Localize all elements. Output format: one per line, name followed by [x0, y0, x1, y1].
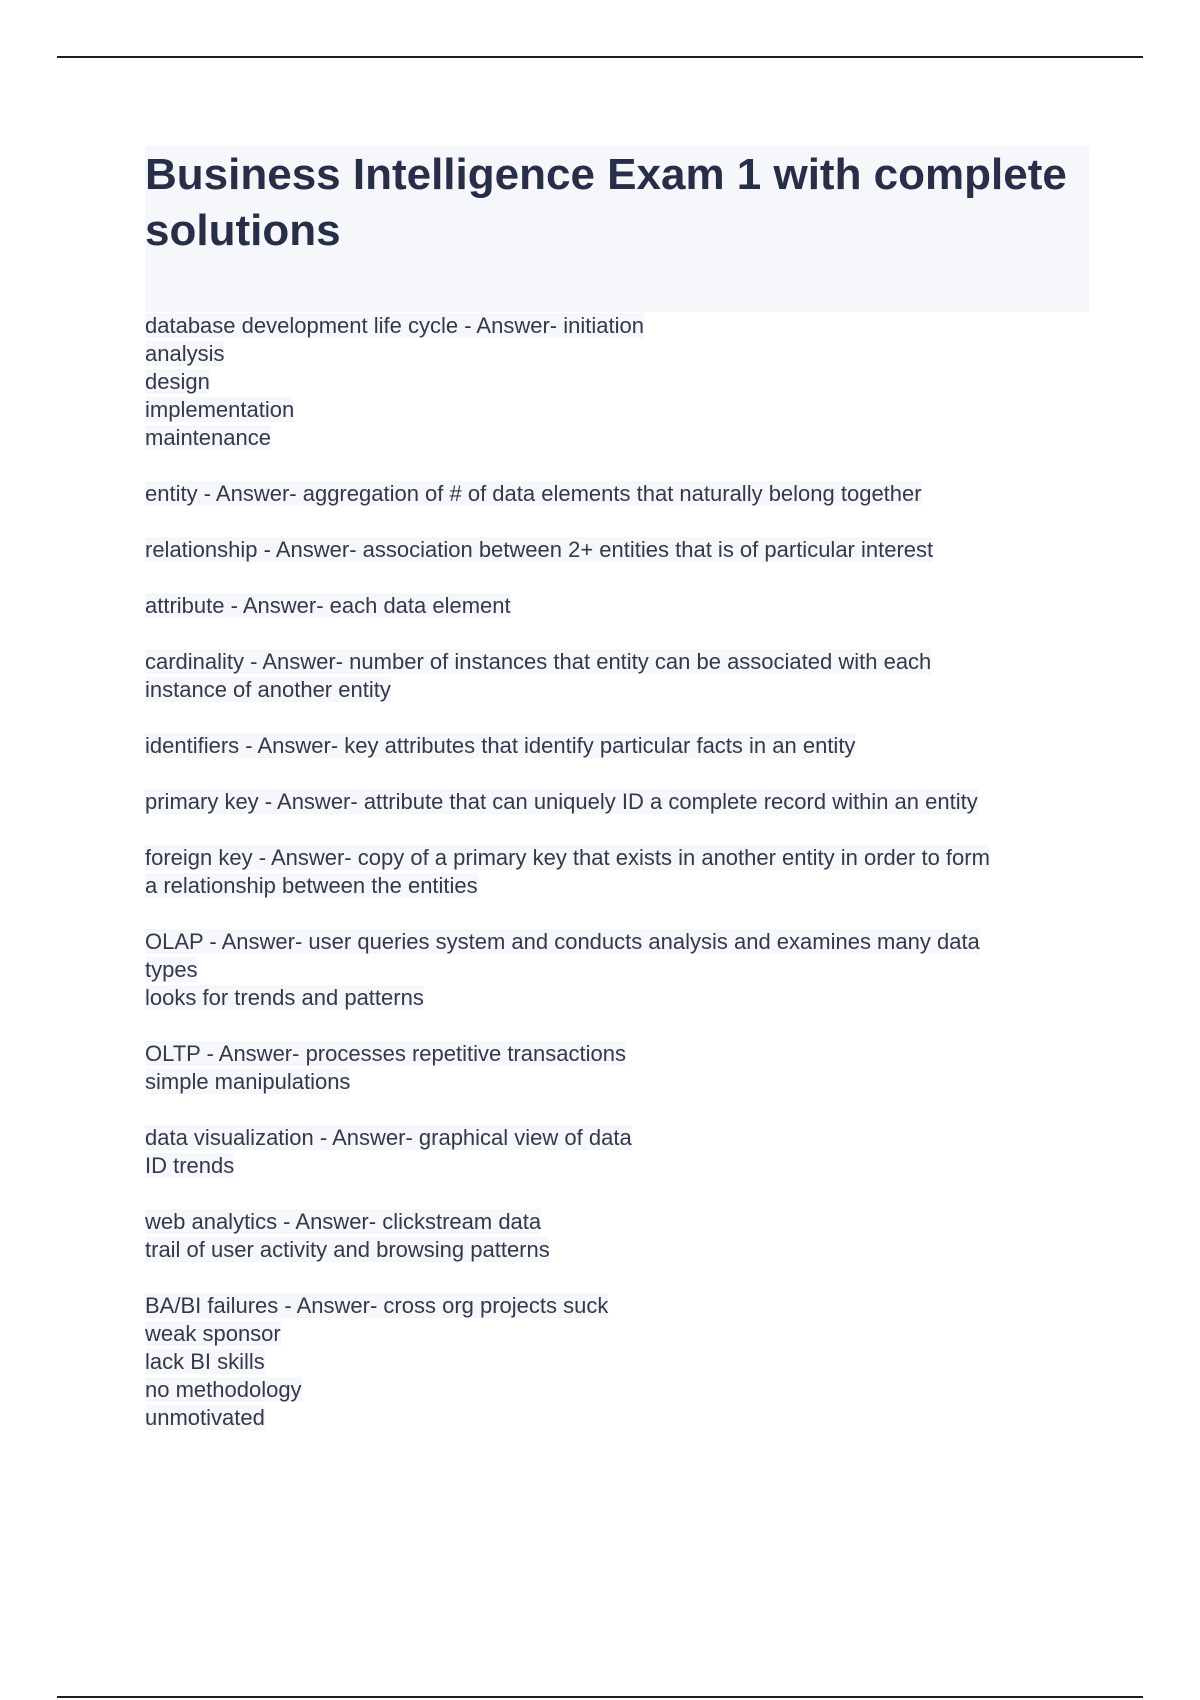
- qa-line-text: BA/BI failures - Answer- cross org projects suck: [145, 1293, 609, 1318]
- qa-line-text: unmotivated: [145, 1405, 265, 1430]
- qa-entry: [145, 1124, 1105, 1180]
- qa-line-text: implementation: [145, 397, 295, 422]
- qa-line-text: design: [145, 369, 210, 394]
- qa-answer-line: [145, 1404, 1105, 1432]
- qa-line-text: simple manipulations: [145, 1069, 351, 1094]
- qa-line-text: identifiers - Answer- key attributes that identify particular facts in an entity: [145, 733, 856, 758]
- qa-answer-line: [145, 1348, 1105, 1376]
- qa-answer-line: [145, 368, 1105, 396]
- qa-line-text: web analytics - Answer- clickstream data: [145, 1209, 542, 1234]
- qa-line-text: lack BI skills: [145, 1349, 265, 1374]
- qa-entry: [145, 1292, 1105, 1432]
- qa-term-line: [145, 928, 1105, 956]
- qa-term-line: [145, 1208, 1105, 1236]
- bottom-rule: [57, 1696, 1143, 1698]
- qa-answer-line: [145, 1236, 1105, 1264]
- qa-term-line: [145, 788, 1105, 816]
- qa-line-text: attribute - Answer- each data element: [145, 593, 511, 618]
- qa-answer-line: [145, 872, 1105, 900]
- qa-line-text: no methodology: [145, 1377, 302, 1402]
- qa-line-text: a relationship between the entities: [145, 873, 478, 898]
- qa-entry: [145, 312, 1105, 452]
- qa-entry: [145, 1208, 1105, 1264]
- qa-entry: [145, 480, 1105, 508]
- qa-answer-line: [145, 1068, 1105, 1096]
- qa-entry: [145, 648, 1105, 704]
- qa-line-text: ID trends: [145, 1153, 235, 1178]
- qa-term-line: [145, 312, 1105, 340]
- qa-line-text: instance of another entity: [145, 677, 391, 702]
- qa-answer-line: [145, 956, 1105, 984]
- qa-term-line: [145, 480, 1105, 508]
- qa-term-line: [145, 1124, 1105, 1152]
- qa-answer-line: [145, 984, 1105, 1012]
- qa-line-text: OLTP - Answer- processes repetitive transactions: [145, 1041, 626, 1066]
- qa-term-line: [145, 1292, 1105, 1320]
- qa-answer-line: [145, 424, 1105, 452]
- qa-line-text: cardinality - Answer- number of instances that entity can be associated with each: [145, 649, 932, 674]
- qa-answer-line: [145, 1152, 1105, 1180]
- title-block: [145, 146, 1089, 312]
- document-title: Business Intelligence Exam 1 with complete solutions: [145, 150, 1080, 255]
- qa-list: [145, 312, 1105, 1460]
- qa-line-text: types: [145, 957, 198, 982]
- qa-term-line: [145, 844, 1105, 872]
- qa-line-text: primary key - Answer- attribute that can uniquely ID a complete record within an entity: [145, 789, 978, 814]
- qa-answer-line: [145, 340, 1105, 368]
- qa-answer-line: [145, 396, 1105, 424]
- top-rule: [57, 56, 1143, 58]
- qa-term-line: [145, 648, 1105, 676]
- qa-entry: [145, 1040, 1105, 1096]
- qa-line-text: foreign key - Answer- copy of a primary key that exists in another entity in order to form: [145, 845, 990, 870]
- qa-line-text: OLAP - Answer- user queries system and conducts analysis and examines many data: [145, 929, 980, 954]
- qa-line-text: database development life cycle - Answer- initiation: [145, 313, 644, 338]
- qa-line-text: data visualization - Answer- graphical view of data: [145, 1125, 632, 1150]
- qa-entry: [145, 788, 1105, 816]
- qa-entry: [145, 732, 1105, 760]
- qa-entry: [145, 928, 1105, 1012]
- qa-line-text: maintenance: [145, 425, 271, 450]
- qa-entry: [145, 536, 1105, 564]
- qa-term-line: [145, 536, 1105, 564]
- qa-answer-line: [145, 676, 1105, 704]
- qa-answer-line: [145, 1376, 1105, 1404]
- qa-line-text: analysis: [145, 341, 225, 366]
- qa-entry: [145, 844, 1105, 900]
- qa-entry: [145, 592, 1105, 620]
- qa-term-line: [145, 592, 1105, 620]
- qa-term-line: [145, 732, 1105, 760]
- qa-line-text: relationship - Answer- association between 2+ entities that is of particular interest: [145, 537, 934, 562]
- qa-line-text: trail of user activity and browsing patterns: [145, 1237, 550, 1262]
- qa-line-text: entity - Answer- aggregation of # of data elements that naturally belong together: [145, 481, 922, 506]
- qa-line-text: weak sponsor: [145, 1321, 281, 1346]
- qa-answer-line: [145, 1320, 1105, 1348]
- qa-line-text: looks for trends and patterns: [145, 985, 424, 1010]
- qa-term-line: [145, 1040, 1105, 1068]
